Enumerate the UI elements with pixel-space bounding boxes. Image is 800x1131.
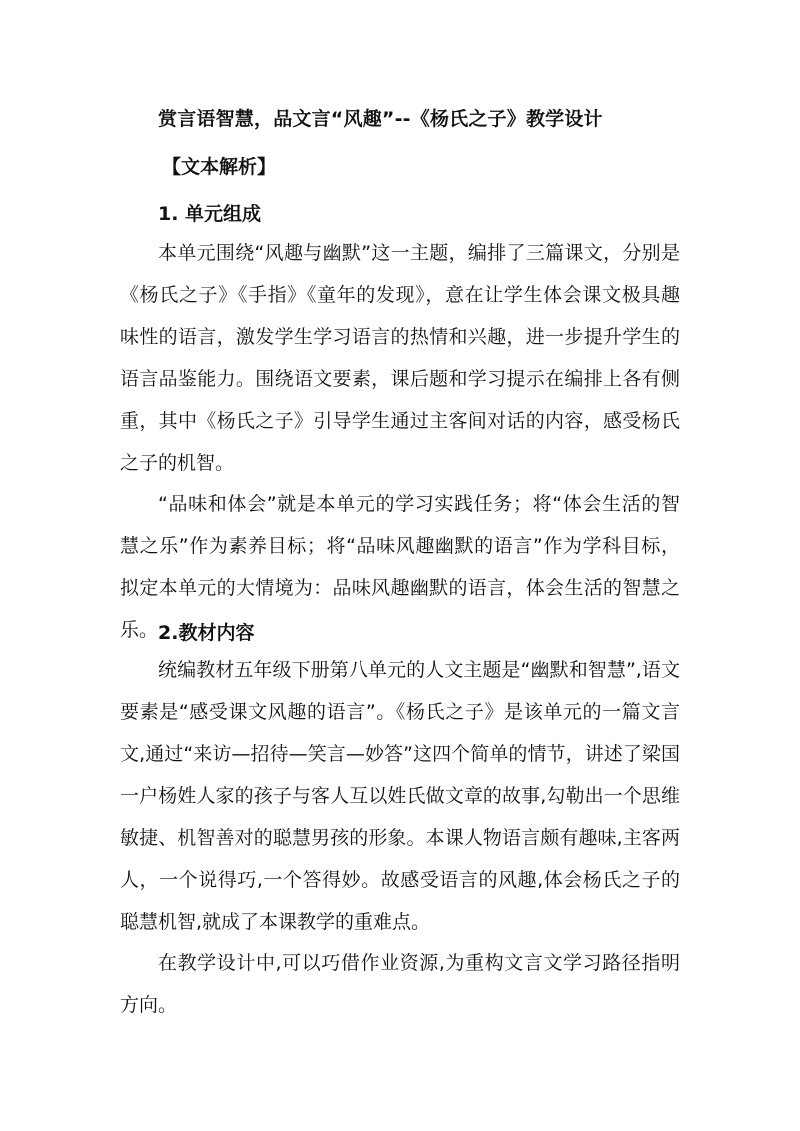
page-title: 赏言语智慧，品文言“风趣”--《杨氏之子》教学设计 — [158, 108, 603, 130]
paragraph-unit-composition: 本单元围绕“风趣与幽默”这一主题，编排了三篇课文，分别是《杨氏之子》《手指》《童年的发现》，意在让学生体会课文极具趣味性的语言，激发学生学习语言的热情和兴趣，进一步提升学生的语言品鉴能力。围绕语文要素，课后题和学习提示在编排上各有侧重，其中《杨氏之子》引导学生通过主客间对话的内容，感受杨氏之子的机智。 — [120, 242, 680, 474]
section-heading-content: 2.教材内容 — [158, 622, 255, 644]
paragraph-textbook-content: 统编教材五年级下册第八单元的人文主题是“幽默和智慧”,语文要素是“感受课文风趣的语言”。《杨氏之子》是该单元的一篇文言文,通过“来访—招待—笑言—妙答”这四个简单的情节，讲述了梁国一户杨姓人家的孩子与客人互以姓氏做文章的故事,勾勒出一个思维敏捷、机智善对的聪慧男孩的形象。本课人物语言颇有趣味,主客两人，一个说得巧,一个答得妙。故感受语言的风趣,体会杨氏之子的聪慧机智,就成了本课教学的重难点。 — [120, 659, 680, 933]
paragraph-learning-task: “品味和体会”就是本单元的学习实践任务；将“体会生活的智慧之乐”作为素养目标；将“品味风趣幽默的语言”作为学科目标，拟定本单元的大情境为：品味风趣幽默的语言，体会生活的智慧之乐。 — [120, 493, 680, 641]
paragraph-design-note: 在教学设计中,可以巧借作业资源,为重构文言文学习路径指明方向。 — [120, 952, 680, 1016]
section-label: 【文本解析】 — [162, 156, 277, 178]
section-heading-unit: 1. 单元组成 — [158, 203, 262, 225]
